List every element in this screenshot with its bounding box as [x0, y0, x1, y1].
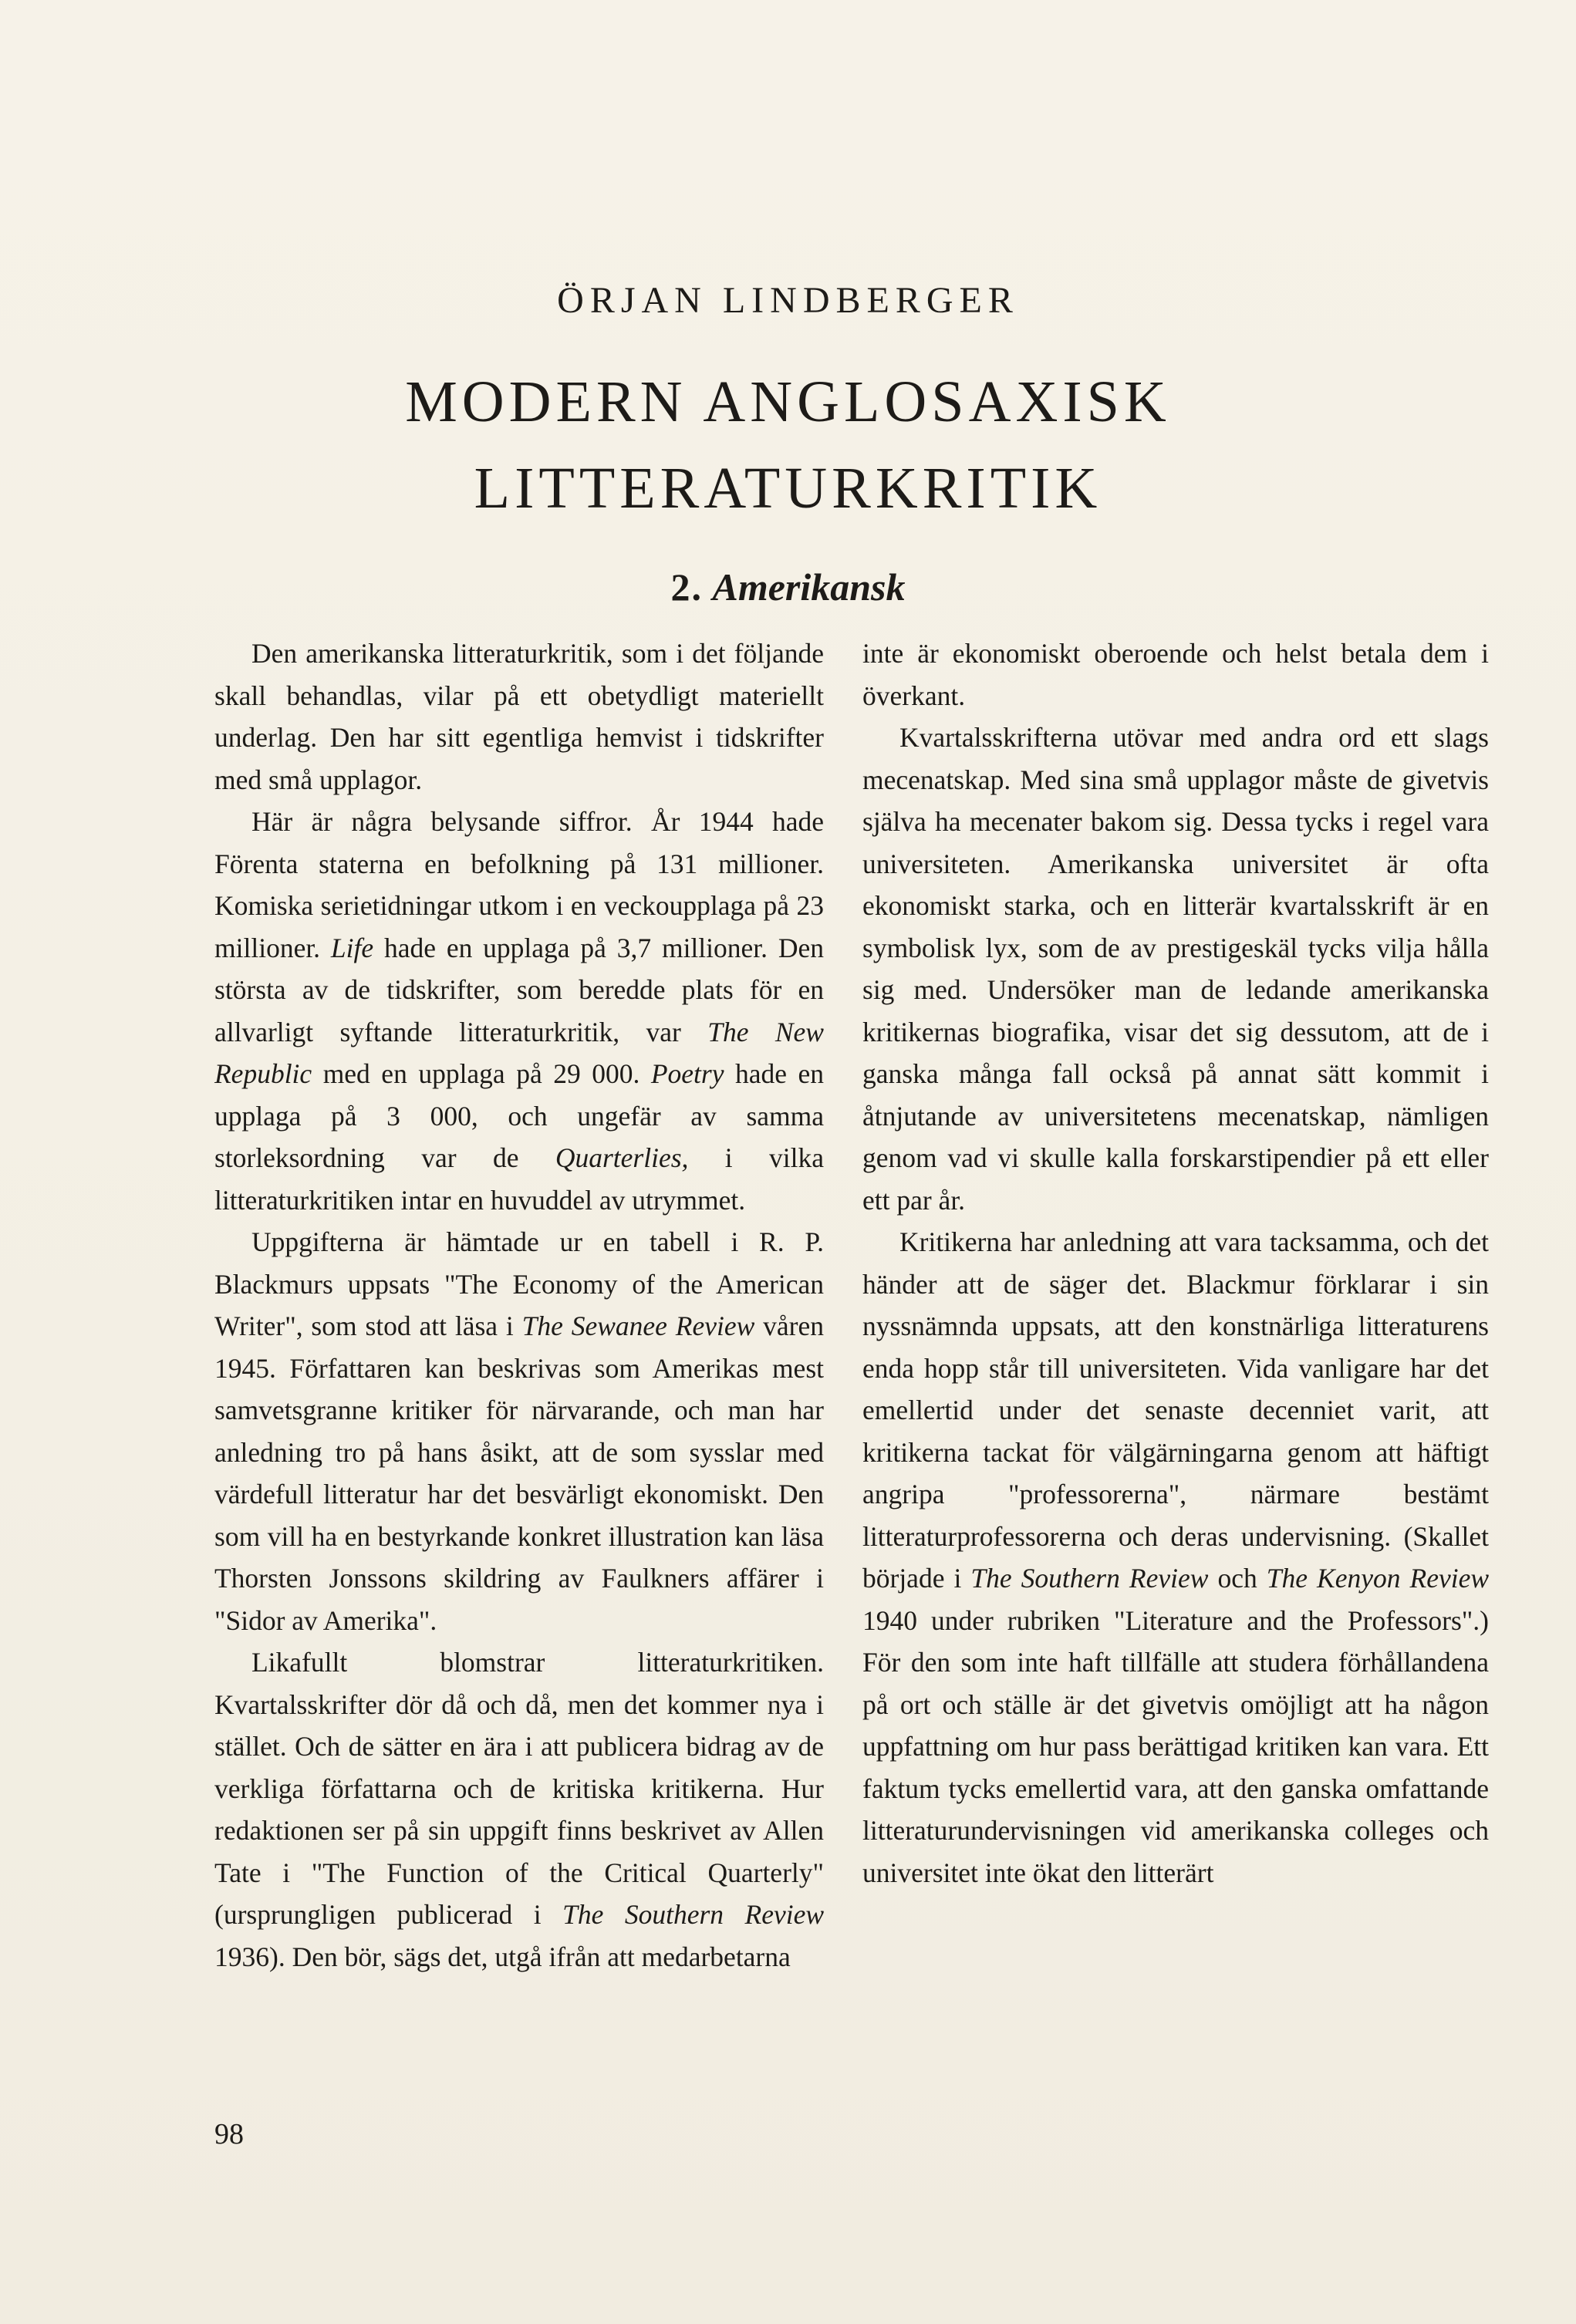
right-paragraph-3: Kritikerna har anledning att vara tacksamma, och det händer att de säger det. Blackmur förklarar i sin nyssnämnda uppsats, att den konstnärliga litteraturens enda hopp står till universiteten. Vida vanligare har det emellertid under det senaste decenniet varit, att kritikerna tackat för välgärningarna genom att häftigt angripa "professorerna", närmare bestämt litteraturprofessorerna och deras undervisning. (Skallet började i The Southern Review och The Kenyon Review 1940 under rubriken "Literature and the Professors".) För den som inte haft tillfälle att studera förhållandena på ort och ställe är det givetvis omöjligt att ha någon uppfattning om hur pass berättigad kritiken kan vara. Ett faktum tycks emellertid vara, att den ganska omfattande litteraturundervisningen vid amerikanska colleges och universitet inte ökat den litterärt: [862, 1226, 1490, 1888]
title-line-1: MODERN ANGLOSAXISK: [405, 369, 1171, 434]
page-number: 98: [214, 2118, 244, 2150]
section-number: 2.: [670, 565, 703, 609]
author-name: ÖRJAN LINDBERGER: [557, 280, 1019, 321]
left-paragraph-4: Likafullt blomstrar litteraturkritiken. Kvartalsskrifter dör då och då, men det kommer nya i stället. Och de sätter en ära i att publicera bidrag av de verkliga författarna och de kritiska kritikerna. Hur redaktionen ser på sin uppgift finns beskrivet av Allen Tate i "The Function of the Critical Quarterly" (ursprungligen publicerad i The Southern Review 1936). Den bör, sägs det, utgå ifrån att medarbetarna: [214, 1647, 824, 1972]
right-paragraph-1: inte är ekonomiskt oberoende och helst betala dem i överkant.: [862, 638, 1489, 711]
section-heading: [0, 565, 1576, 609]
left-paragraph-3: Uppgifterna är hämtade ur en tabell i R. P. Blackmurs uppsats "The Economy of the American Writer", som stod att läsa i The Sewanee Review våren 1945. Författaren kan beskrivas som Amerikas mest samvetsgranne kritiker för närvarande, och man har anledning tro på hans åsikt, att de som sysslar med värdefull litteratur har det besvärligt ekonomiskt. Den som vill ha en bestyrkande konkret illustration kan läsa Thorsten Jonssons skildring av Faulkners affärer i "Sidor av Amerika".: [214, 1226, 824, 1636]
right-column: [862, 632, 1489, 1894]
section-name: Amerikansk: [712, 565, 906, 609]
right-paragraph-2: Kvartalsskrifterna utövar med andra ord ett slags mecenatskap. Med sina små upplagor måste de givetvis själva ha mecenater bakom sig. Dessa tycks i regel vara universiteten. Amerikanska universitet är ofta ekonomiskt starka, och en litterär kvartalsskrift är en symbolisk lyx, som de av prestigeskäl tycks vilja hålla sig med. Undersöker man de ledande amerikanska kritikernas biografika, visar det sig dessutom, att de i ganska många fall också på annat sätt kommit i åtnjutande av universitetens mecenatskap, nämligen genom vad vi skulle kalla forskarstipendier på ett eller ett par år.: [862, 722, 1489, 1216]
title-line-2: LITTERATURKRITIK: [474, 456, 1102, 521]
article-title: [0, 359, 1576, 531]
left-paragraph-2: Här är några belysande siffror. År 1944 hade Förenta staterna en befolkning på 131 millioner. Komiska serietidningar utkom i en veckoupplaga på 23 millioner. Life hade en upplaga på 3,7 millioner. Den största av de tidskrifter, som beredde plats för en allvarligt syftande litteraturkritik, var The New Republic med en upplaga på 29 000. Poetry hade en upplaga på 3 000, och ungefär av samma storleksordning var de Quarterlies, i vilka litteraturkritiken intar en huvuddel av utrymmet.: [214, 806, 825, 1216]
left-column: [214, 632, 824, 1978]
left-paragraph-1: Den amerikanska litteraturkritik, som i det följande skall behandlas, vilar på ett obetydligt materiellt underlag. Den har sitt egentliga hemvist i tidskrifter med små upplagor.: [214, 638, 824, 795]
